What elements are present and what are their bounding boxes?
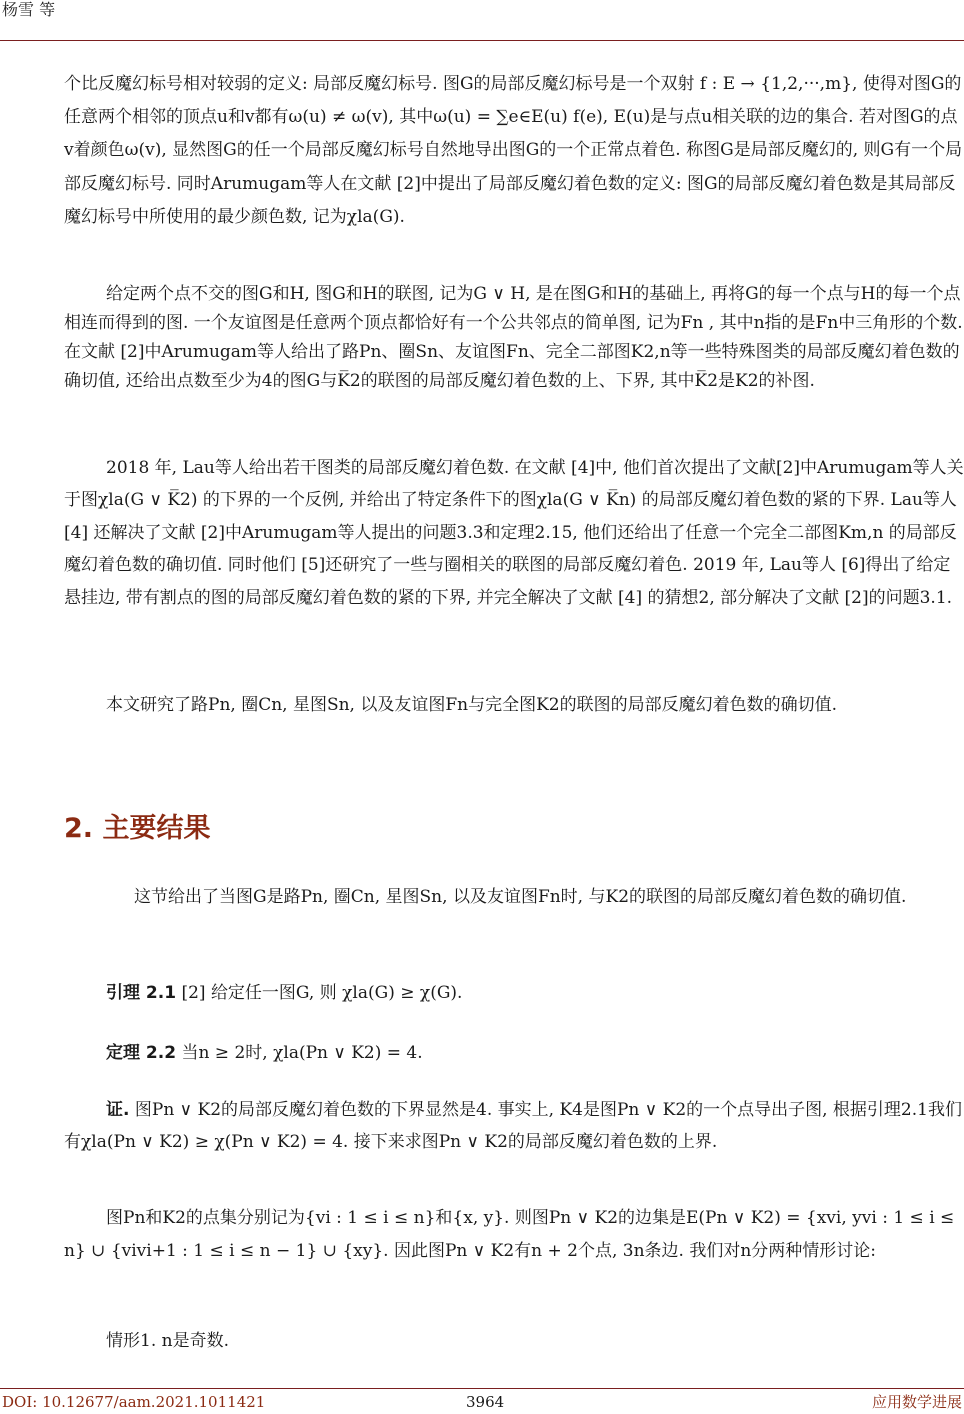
- header-divider: [0, 40, 964, 41]
- proof-paragraph: [64, 1094, 964, 1158]
- theorem-text: 当n ≥ 2时, χla(Pn ∨ K2) = 4.: [181, 1043, 423, 1063]
- section-title: 2. 主要结果: [64, 813, 211, 844]
- footer-page-number: 3964: [466, 1393, 505, 1411]
- header-author: 杨雪 等: [2, 0, 56, 19]
- footer-doi: DOI: 10.12677/aam.2021.1011421: [2, 1393, 266, 1411]
- lemma-text: [2] 给定任一图G, 则 χla(G) ≥ χ(G).: [181, 983, 463, 1003]
- paragraph-6: 图Pn和K2的点集分别记为{vi : 1 ≤ i ≤ n}和{x, y}. 则图Pn ∨ K2的边集是E(Pn ∨ K2) = {xvi, yvi : 1 ≤ i ≤ n} ∪ {vivi+1 : 1 ≤ i ≤ n − 1} ∪ {xy}. 因此图Pn ∨ K2有n + 2个点, 3n条边. 我们对n分两种情形讨论:: [64, 1208, 955, 1261]
- paragraph-2: 给定两个点不交的图G和H, 图G和H的联图, 记为G ∨ H, 是在图G和H的基础上, 再将G的每一个点与H的每一个点相连而得到的图. 一个友谊图是任意两个顶点都恰好有一个公共邻点的简单图, 记为Fn , 其中n指的是Fn中三角形的个数. 在文献 [2]中Arumugam等人给出了路Pn、圈Sn、友谊图Fn、完全二部图K2,n等一些特殊图类的局部反魔幻着色数的确切值, 还给出点数至少为4的图G与K̅2的联图的局部反魔幻着色数的上、下界, 其中K̅2是K2的补图.: [64, 284, 963, 391]
- footer-journal: 应用数学进展: [871, 1393, 962, 1411]
- paragraph-3: 2018 年, Lau等人给出若干图类的局部反魔幻着色数. 在文献 [4]中, 他们首次提出了文献[2]中Arumugam等人关于图χla(G ∨ K̅2) 的下界的一个反例, 并给出了特定条件下的图χla(G ∨ K̅n) 的局部反魔幻着色数的紧的下界. Lau等人 [4] 还解决了文献 [2]中Arumugam等人提出的问题3.3和定理2.15, 他们还给出了任意一个完全二部图Km,n 的局部反魔幻着色数的确切值. 同时他们 [5]还研究了一些与圈相关的联图的局部反魔幻着色. 2019 年, Lau等人 [6]得出了给定悬挂边, 带有割点的图的局部反魔幻着色数的紧的下界, 并完全解决了文献 [4] 的猜想2, 部分解决了文献 [2]的问题3.1.: [64, 458, 964, 608]
- paragraph-4: 本文研究了路Pn, 圈Cn, 星图Sn, 以及友谊图Fn与完全图K2的联图的局部反魔幻着色数的确切值.: [106, 695, 838, 715]
- footer-divider: [0, 1388, 964, 1389]
- lemma-label: 引理 2.1: [106, 983, 177, 1003]
- paragraph-1: 个比反魔幻标号相对较弱的定义: 局部反魔幻标号. 图G的局部反魔幻标号是一个双射 f : E → {1,2,···,m}, 使得对图G的任意两个相邻的顶点u和v都有ω(u) ≠ ω(v), 其中ω(u) = ∑e∈E(u) f(e), E(u)是与点u相关联的边的集合. 若对图G的点v着颜色ω(v), 显然图G的任一个局部反魔幻标号自然地导出图G的一个正常点着色. 称图G是局部反魔幻的, 则G有一个局部反魔幻标号. 同时Arumugam等人在文献 [2]中提出了局部反魔幻着色数的定义: 图G的局部反魔幻着色数是其局部反魔幻标号中所使用的最少颜色数, 记为χla(G).: [64, 74, 963, 227]
- proof-label: 证.: [106, 1100, 130, 1120]
- paragraph-5: 这节给出了当图G是路Pn, 圈Cn, 星图Sn, 以及友谊图Fn时, 与K2的联图的局部反魔幻着色数的确切值.: [134, 887, 907, 907]
- proof-text: 图Pn ∨ K2的局部反魔幻着色数的下界显然是4. 事实上, K4是图Pn ∨ K2的一个点导出子图, 根据引理2.1我们有χla(Pn ∨ K2) ≥ χ(Pn ∨ K2) = 4. 接下来求图Pn ∨ K2的局部反魔幻着色数的上界.: [64, 1100, 962, 1152]
- lemma-2-1: [106, 978, 462, 1003]
- theorem-2-2: [106, 1038, 423, 1063]
- theorem-label: 定理 2.2: [106, 1043, 177, 1063]
- case-1: 情形1. n是奇数.: [106, 1331, 229, 1351]
